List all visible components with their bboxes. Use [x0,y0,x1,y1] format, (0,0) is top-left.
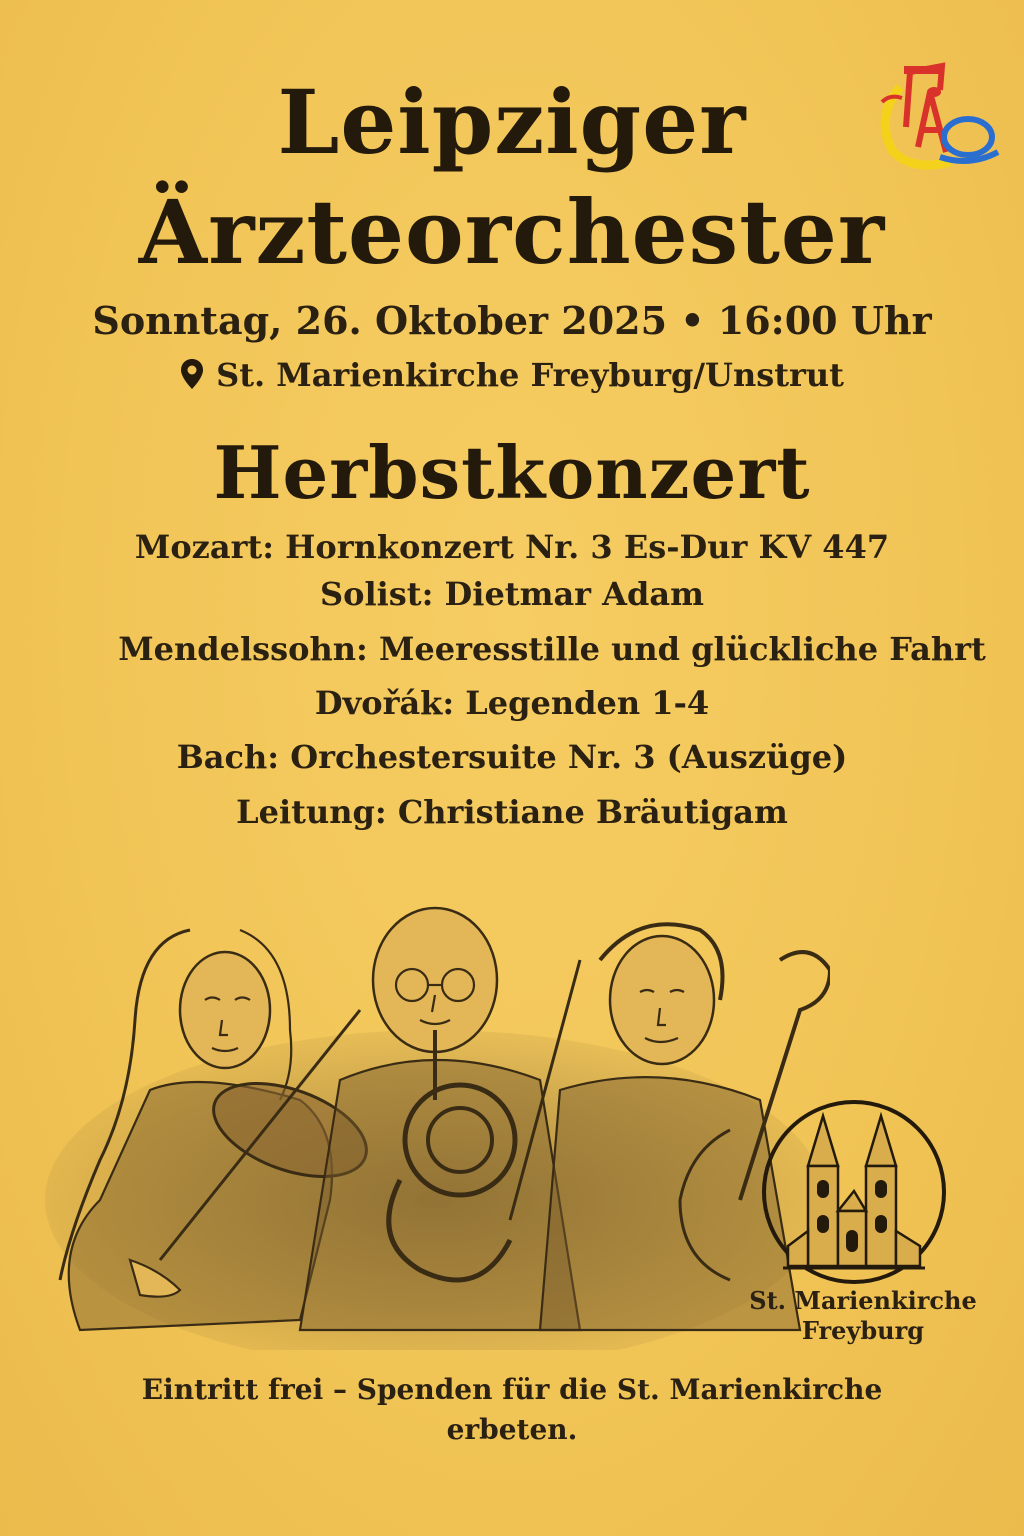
footer-line2: erbeten. [446,1413,578,1446]
program-item: Leitung: Christiane Bräutigam [236,793,788,831]
church-icon [758,1096,950,1288]
poster-title-line2: Ärzteorchester [138,180,886,284]
church-label-line2: Freyburg [801,1316,925,1345]
program-item: Mendelssohn: Meeresstille und glückliche Fahrt [118,630,986,668]
poster-title-line1: Leipziger [277,70,747,174]
program-item: Mozart: Hornkonzert Nr. 3 Es-Dur KV 447 [134,528,890,566]
program-item: Bach: Orchestersuite Nr. 3 (Auszüge) [176,738,848,776]
orchestra-logo-icon [860,32,1000,172]
logo-text: ÄO [860,32,862,33]
map-pin-icon [180,358,204,390]
church-label [740,1286,986,1346]
event-date-time: Sonntag, 26. Oktober 2025 • 16:00 Uhr [92,298,932,343]
program-item: Dvořák: Legenden 1-4 [314,684,710,722]
footer-line1: Eintritt frei – Spenden für die St. Marienkirche [141,1373,883,1406]
venue-name: St. Marienkirche Freyburg/Unstrut [216,356,844,394]
program-item: Solist: Dietmar Adam [320,575,704,613]
church-label-line1: St. Marienkirche [749,1286,977,1315]
musicians-illustration [40,900,830,1350]
footer-note [0,1370,1024,1450]
concert-title: Herbstkonzert [213,430,811,515]
horn-player-figure [300,908,580,1330]
venue-line [0,356,1024,394]
